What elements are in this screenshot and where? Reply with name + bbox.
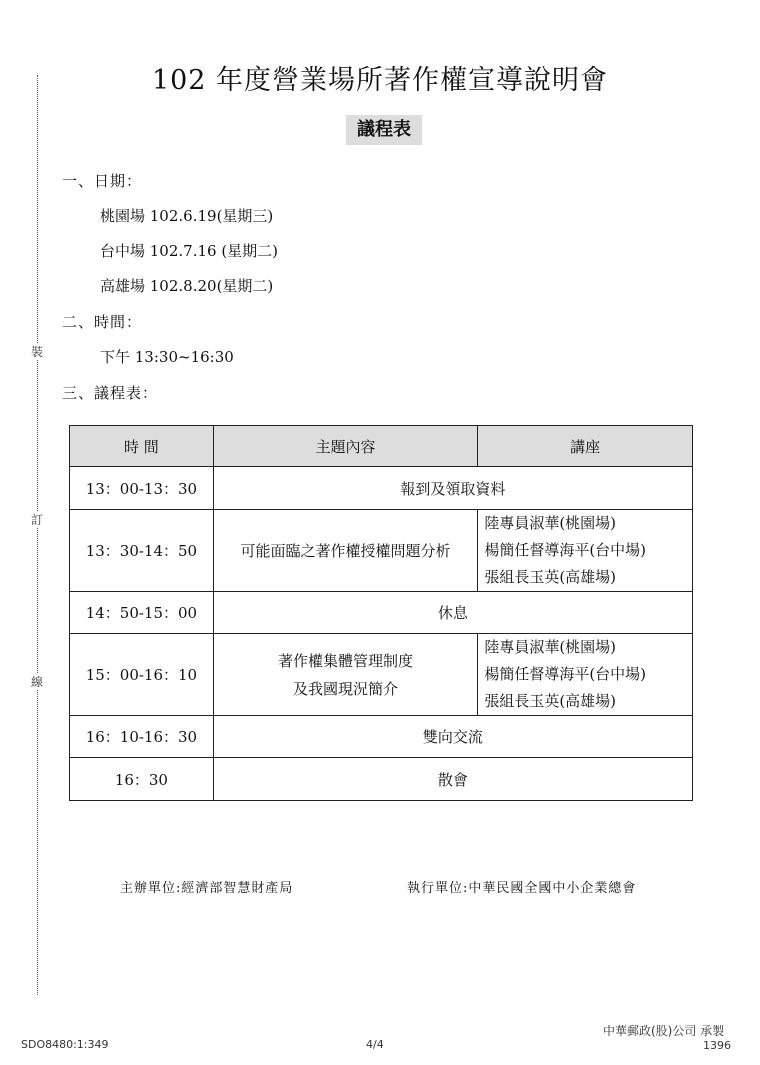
table-row <box>70 716 693 758</box>
row-time: 16：10-16：30 <box>70 716 214 758</box>
row-topic: 可能面臨之著作權授權問題分析 <box>213 510 478 592</box>
binding-mark-ding: 訂 <box>30 513 43 527</box>
printer-credit: 中華郵政(股)公司 承製 <box>603 1024 725 1038</box>
table-row <box>70 467 693 510</box>
row-topic: 散會 <box>213 758 692 801</box>
agenda-table <box>69 425 693 801</box>
binding-margin-line <box>37 75 38 995</box>
agenda-subtitle: 議程表 <box>346 115 422 145</box>
speaker-taichung: 楊簡任督導海平(台中場) <box>484 541 647 559</box>
organizer: 主辦單位:經濟部智慧財產局 <box>120 881 294 896</box>
topic-line-1: 著作權集體管理制度 <box>278 651 414 670</box>
row-time: 15：00-16：10 <box>70 634 214 716</box>
header-speaker: 講座 <box>478 426 693 467</box>
topic-line-2: 及我國現況簡介 <box>293 679 399 698</box>
executor: 執行單位:中華民國全國中小企業總會 <box>407 881 637 896</box>
print-number: 1396 <box>703 1039 731 1052</box>
header-topic: 主題內容 <box>213 426 478 467</box>
row-speakers <box>478 510 693 592</box>
agenda-label: 三、議程表： <box>62 384 159 402</box>
table-row <box>70 592 693 634</box>
date-taoyuan: 桃園場 102.6.19(星期三) <box>100 207 274 225</box>
doc-code: SDO8480:1:349 <box>21 1038 109 1051</box>
row-topic: 雙向交流 <box>213 716 692 758</box>
row-time: 16：30 <box>70 758 214 801</box>
table-row <box>70 510 693 592</box>
table-row <box>70 758 693 801</box>
document-title: 102 年度營業場所著作權宣導說明會 <box>151 65 609 96</box>
row-topic: 休息 <box>213 592 692 634</box>
binding-mark-zhuang: 裝 <box>30 345 43 359</box>
row-speakers <box>478 634 693 716</box>
table-row <box>70 634 693 716</box>
row-time: 14：50-15：00 <box>70 592 214 634</box>
date-kaohsiung: 高雄場 102.8.20(星期二) <box>100 277 274 295</box>
table-header-row <box>70 426 693 467</box>
date-taichung: 台中場 102.7.16 (星期二) <box>100 242 279 260</box>
time-label: 二、時間： <box>62 313 143 331</box>
speaker-taoyuan: 陸專員淑華(桃園場) <box>484 638 617 656</box>
row-topic: 報到及領取資料 <box>213 467 692 510</box>
page-number: 4/4 <box>366 1038 384 1051</box>
header-time: 時 間 <box>70 426 214 467</box>
speaker-taichung: 楊簡任督導海平(台中場) <box>484 665 647 683</box>
row-topic <box>213 634 478 716</box>
binding-mark-xian: 線 <box>30 675 43 689</box>
time-range: 下午 13:30~16:30 <box>100 348 234 366</box>
speaker-taoyuan: 陸專員淑華(桃園場) <box>484 514 617 532</box>
row-time: 13：00-13：30 <box>70 467 214 510</box>
speaker-kaohsiung: 張組長玉英(高雄場) <box>484 568 617 586</box>
date-label: 一、日期： <box>62 172 143 190</box>
row-time: 13：30-14：50 <box>70 510 214 592</box>
speaker-kaohsiung: 張組長玉英(高雄場) <box>484 692 617 710</box>
